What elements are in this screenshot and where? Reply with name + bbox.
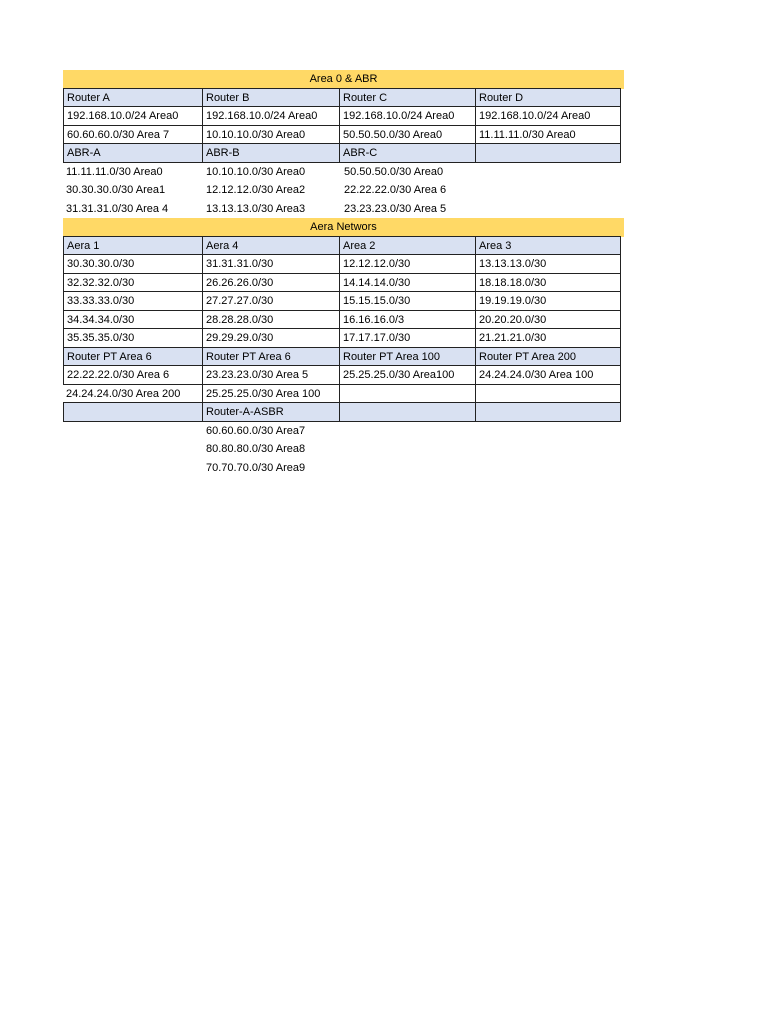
table-cell[interactable] — [63, 459, 203, 478]
header-cell[interactable]: Router A — [63, 88, 203, 108]
section-title: Area 0 & ABR — [63, 70, 624, 89]
table-cell[interactable] — [478, 422, 624, 441]
table-row — [63, 144, 624, 163]
table-row — [63, 181, 624, 200]
table-cell[interactable]: 18.18.18.0/30 — [475, 273, 621, 293]
spreadsheet — [63, 70, 624, 477]
table-row — [63, 126, 624, 145]
table-cell[interactable]: 24.24.24.0/30 Area 200 — [66, 387, 181, 400]
table-cell[interactable]: 24.24.24.0/30 Area 100 — [475, 365, 621, 385]
table-cell[interactable]: 29.29.29.0/30 — [202, 328, 340, 348]
table-cell[interactable]: 60.60.60.0/30 Area 7 — [63, 125, 203, 145]
table-row — [63, 274, 624, 293]
table-row — [63, 89, 624, 108]
table-row — [63, 292, 624, 311]
header-cell[interactable] — [339, 402, 476, 422]
table-cell[interactable]: 22.22.22.0/30 Area 6 — [344, 184, 447, 196]
table-cell[interactable]: 10.10.10.0/30 Area0 — [202, 125, 340, 145]
table-row — [63, 459, 624, 478]
table-cell[interactable] — [475, 384, 621, 404]
table-cell[interactable]: 27.27.27.0/30 — [202, 291, 340, 311]
table-row — [63, 163, 624, 182]
table-cell[interactable]: 12.12.12.0/30 — [339, 254, 476, 274]
section-banner — [63, 70, 624, 89]
table-cell[interactable]: 21.21.21.0/30 — [475, 328, 621, 348]
table-cell[interactable]: 25.25.25.0/30 Area100 — [339, 365, 476, 385]
table-row — [63, 422, 624, 441]
header-cell[interactable]: Router-A-ASBR — [202, 402, 340, 422]
header-cell[interactable]: ABR-A — [63, 143, 203, 163]
table-cell[interactable]: 192.168.10.0/24 Area0 — [339, 106, 476, 126]
table-cell[interactable] — [339, 384, 476, 404]
table-row — [63, 403, 624, 422]
table-cell[interactable] — [341, 440, 478, 459]
header-cell[interactable]: Router PT Area 6 — [63, 347, 203, 367]
header-cell[interactable]: Router PT Area 100 — [339, 347, 476, 367]
table-cell[interactable]: 34.34.34.0/30 — [63, 310, 203, 330]
table-cell[interactable]: 10.10.10.0/30 Area0 — [206, 165, 306, 178]
table-cell[interactable]: 20.20.20.0/30 — [475, 310, 621, 330]
table-cell[interactable] — [478, 459, 624, 478]
table-row — [63, 311, 624, 330]
header-cell[interactable]: Area 2 — [339, 236, 476, 256]
table-cell[interactable]: 11.11.11.0/30 Area0 — [475, 125, 621, 145]
table-cell[interactable]: 14.14.14.0/30 — [339, 273, 476, 293]
table-cell[interactable] — [341, 422, 478, 441]
table-cell[interactable]: 31.31.31.0/30 — [202, 254, 340, 274]
table-row — [63, 255, 624, 274]
table-cell[interactable]: 30.30.30.0/30 — [63, 254, 203, 274]
table-row — [63, 385, 624, 404]
table-cell[interactable]: 23.23.23.0/30 Area 5 — [202, 365, 340, 385]
table-cell[interactable]: 22.22.22.0/30 Area 6 — [63, 365, 203, 385]
table-cell[interactable]: 35.35.35.0/30 — [63, 328, 203, 348]
header-cell[interactable] — [63, 402, 203, 422]
table-cell[interactable]: 70.70.70.0/30 Area9 — [206, 461, 306, 474]
table-cell[interactable]: 25.25.25.0/30 Area 100 — [202, 384, 340, 404]
table-cell[interactable] — [478, 200, 624, 219]
header-cell[interactable] — [475, 402, 621, 422]
header-cell[interactable] — [475, 143, 621, 163]
header-cell[interactable]: Router PT Area 6 — [202, 347, 340, 367]
header-cell[interactable]: Router D — [475, 88, 621, 108]
table-cell[interactable]: 17.17.17.0/30 — [339, 328, 476, 348]
table-cell[interactable]: 15.15.15.0/30 — [339, 291, 476, 311]
header-cell[interactable]: ABR-B — [202, 143, 340, 163]
table-cell[interactable] — [63, 422, 203, 441]
table-cell[interactable]: 12.12.12.0/30 Area2 — [206, 184, 306, 196]
header-cell[interactable]: Aera 4 — [202, 236, 340, 256]
header-cell[interactable]: Router B — [202, 88, 340, 108]
table-row — [63, 200, 624, 219]
table-row — [63, 348, 624, 367]
table-cell[interactable] — [478, 163, 624, 182]
header-cell[interactable]: ABR-C — [339, 143, 476, 163]
table-row — [63, 366, 624, 385]
table-cell[interactable]: 13.13.13.0/30 Area3 — [206, 202, 306, 215]
table-cell[interactable] — [63, 440, 203, 459]
table-cell[interactable]: 192.168.10.0/24 Area0 — [63, 106, 203, 126]
table-row — [63, 107, 624, 126]
table-cell[interactable]: 31.31.31.0/30 Area 4 — [66, 202, 169, 215]
table-cell[interactable]: 50.50.50.0/30 Area0 — [344, 165, 444, 178]
table-cell[interactable]: 19.19.19.0/30 — [475, 291, 621, 311]
table-cell[interactable]: 60.60.60.0/30 Area7 — [206, 424, 306, 437]
section-banner — [63, 218, 624, 237]
table-cell[interactable]: 23.23.23.0/30 Area 5 — [344, 202, 447, 215]
table-cell[interactable] — [478, 181, 624, 200]
table-row — [63, 440, 624, 459]
table-cell[interactable]: 30.30.30.0/30 Area1 — [66, 184, 166, 196]
table-cell[interactable]: 33.33.33.0/30 — [63, 291, 203, 311]
table-row — [63, 237, 624, 256]
header-cell[interactable]: Aera 1 — [63, 236, 203, 256]
table-cell[interactable]: 192.168.10.0/24 Area0 — [202, 106, 340, 126]
table-cell[interactable]: 32.32.32.0/30 — [63, 273, 203, 293]
header-cell[interactable]: Area 3 — [475, 236, 621, 256]
table-cell[interactable]: 16.16.16.0/3 — [339, 310, 476, 330]
header-cell[interactable]: Router PT Area 200 — [475, 347, 621, 367]
table-cell[interactable]: 11.11.11.0/30 Area0 — [66, 165, 163, 178]
table-cell[interactable]: 28.28.28.0/30 — [202, 310, 340, 330]
table-cell[interactable] — [341, 459, 478, 478]
table-cell[interactable]: 50.50.50.0/30 Area0 — [339, 125, 476, 145]
table-cell[interactable]: 192.168.10.0/24 Area0 — [475, 106, 621, 126]
table-cell[interactable]: 80.80.80.0/30 Area8 — [206, 443, 306, 455]
table-cell[interactable]: 13.13.13.0/30 — [475, 254, 621, 274]
section-title: Aera Networs — [63, 218, 624, 237]
table-cell[interactable] — [478, 440, 624, 459]
table-row — [63, 329, 624, 348]
table-cell[interactable]: 26.26.26.0/30 — [202, 273, 340, 293]
header-cell[interactable]: Router C — [339, 88, 476, 108]
